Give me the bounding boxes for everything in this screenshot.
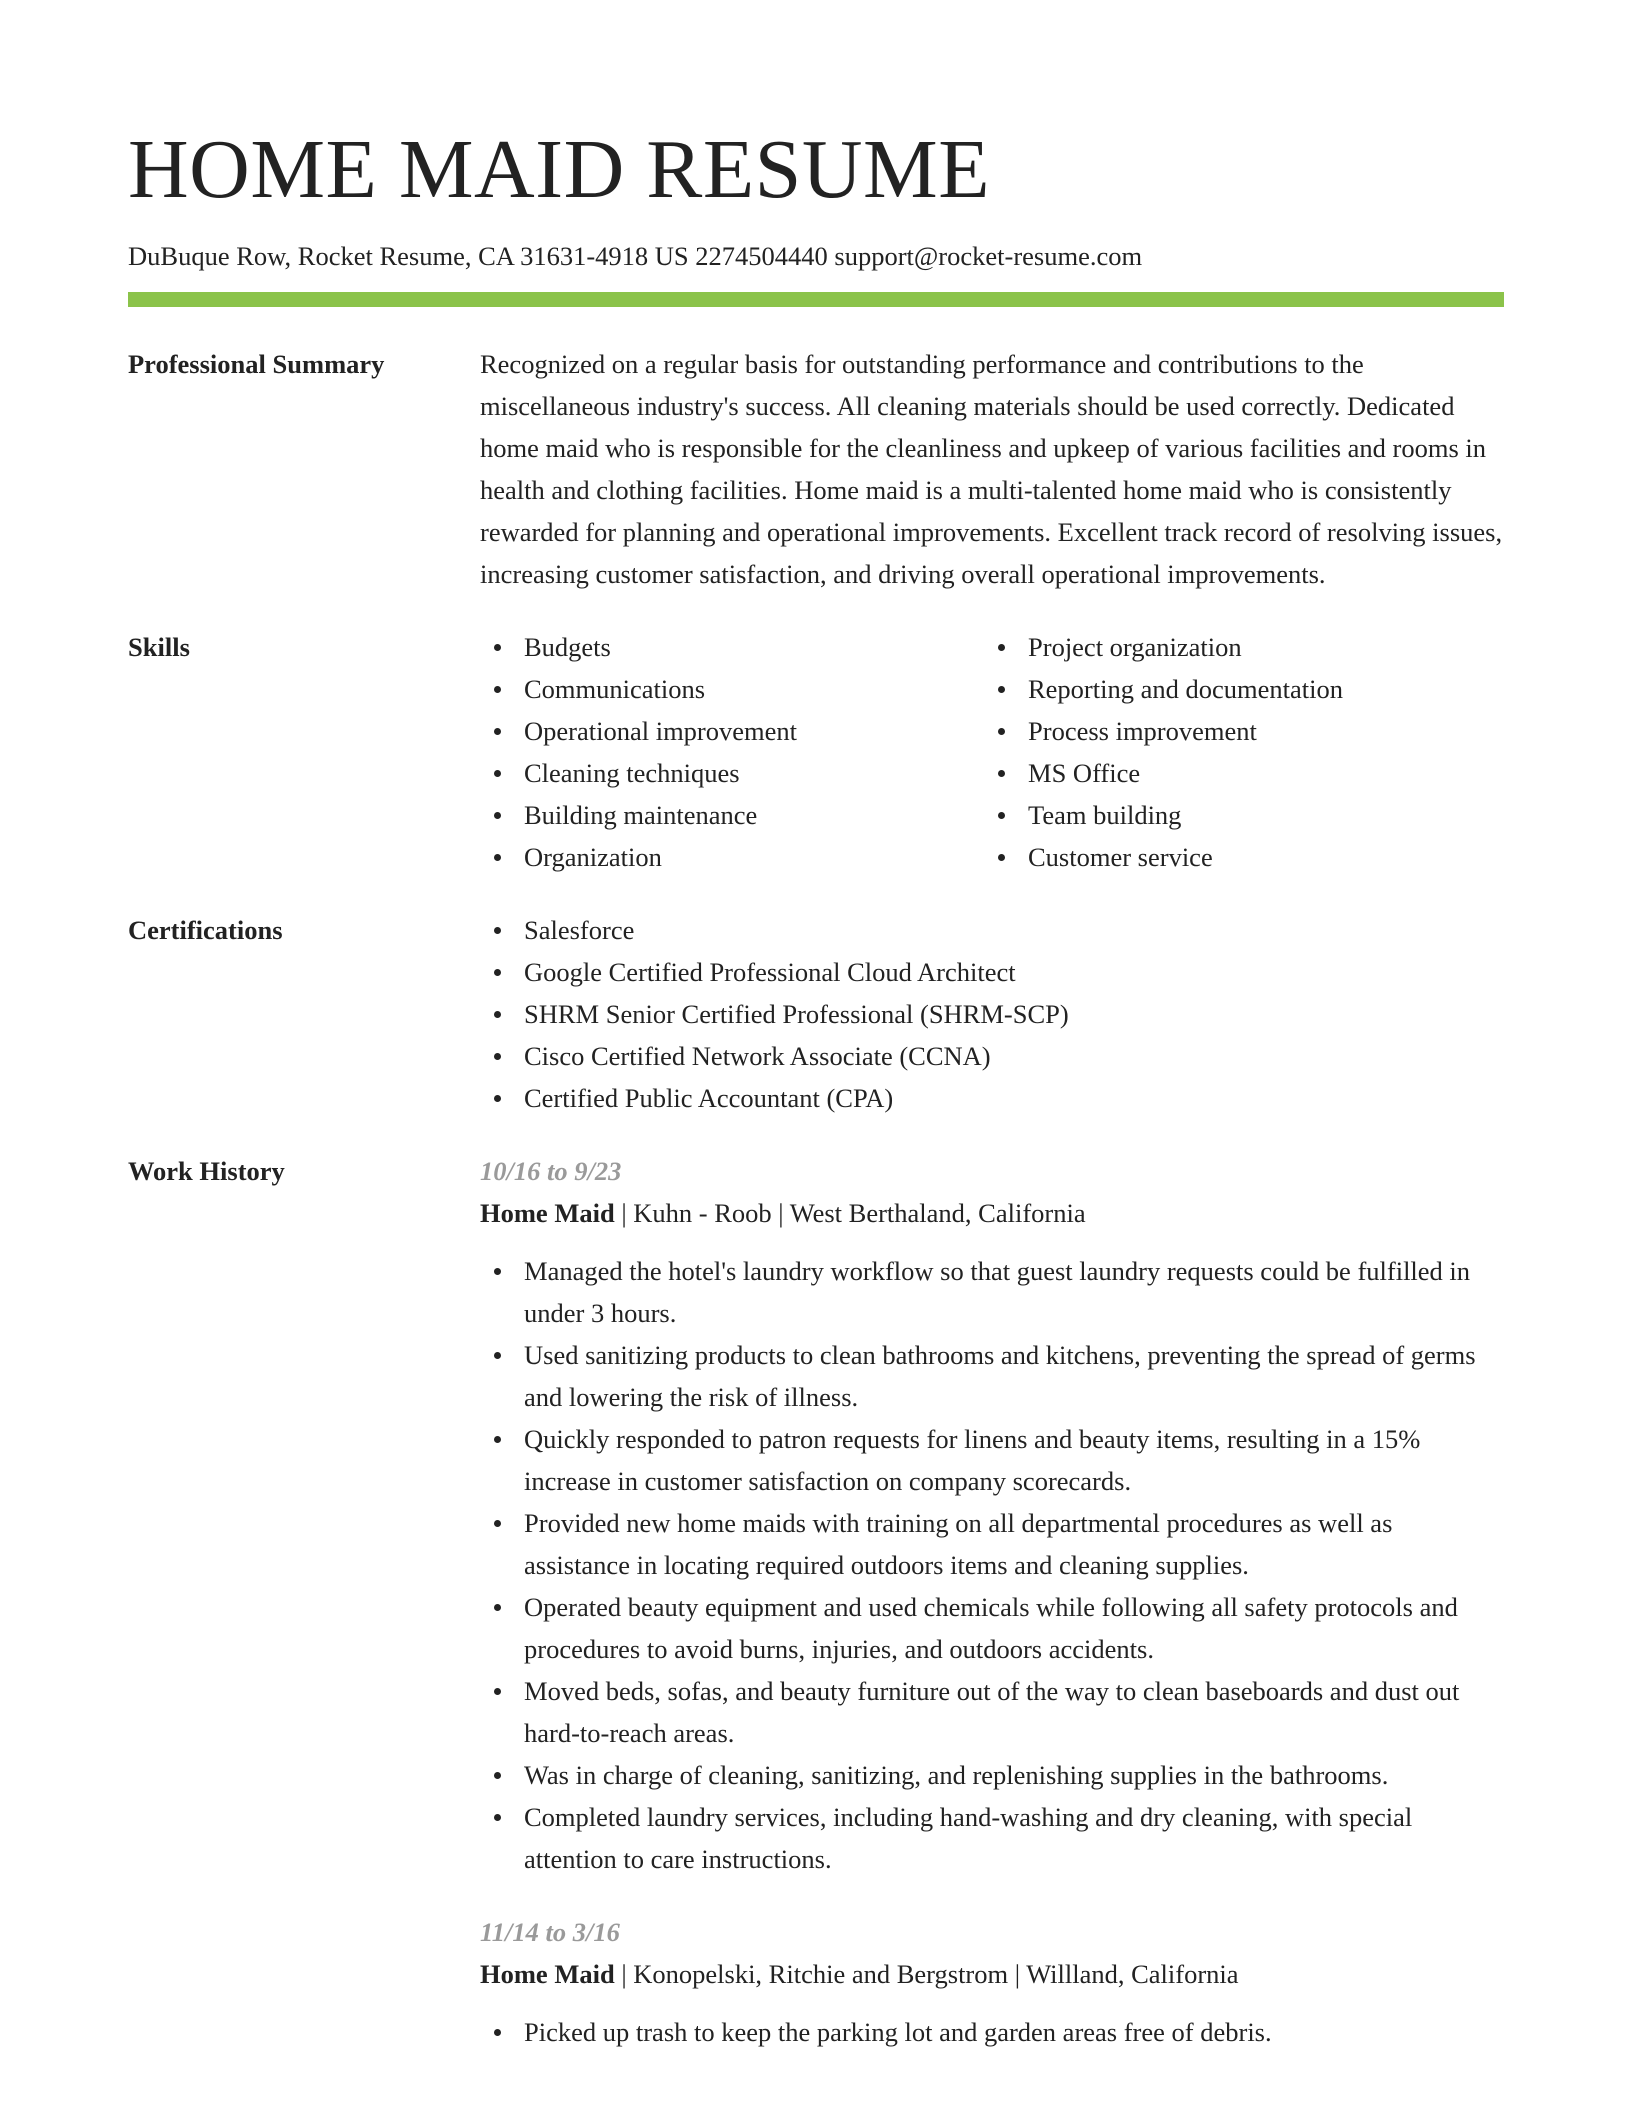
job-entry [480,1150,1504,1880]
job-bullet: Was in charge of cleaning, sanitizing, and replenishing supplies in the bathrooms. [480,1754,1504,1796]
summary-label: Professional Summary [128,349,385,379]
resume-title: HOME MAID RESUME [128,123,991,216]
skill-item: Customer service [984,836,1488,878]
certifications-section [128,909,1504,1119]
contact-line: DuBuque Row, Rocket Resume, CA 31631-4918 US 2274504440 support@rocket-resume.com [128,241,1143,271]
skill-item: Cleaning techniques [480,752,984,794]
job-dates: 11/14 to 3/16 [480,1917,620,1947]
certification-item: SHRM Senior Certified Professional (SHRM-SCP) [480,993,1504,1035]
job-heading [480,1192,1504,1234]
job-bullet: Moved beds, sofas, and beauty furniture out of the way to clean baseboards and dust out hard-to-reach areas. [480,1670,1504,1754]
job-bullet: Provided new home maids with training on all departmental procedures as well as assistance in locating required outdoors items and cleaning supplies. [480,1502,1504,1586]
skill-item: Project organization [984,626,1488,668]
certification-item: Certified Public Accountant (CPA) [480,1077,1504,1119]
skill-item: Reporting and documentation [984,668,1488,710]
skill-item: Communications [480,668,984,710]
skills-section [128,626,1504,878]
skill-item: MS Office [984,752,1488,794]
summary-text: Recognized on a regular basis for outstanding performance and contributions to the miscellaneous industry's success. All cleaning materials should be used correctly. Dedicated home maid who is responsible for the cleanliness and upkeep of various facilities and rooms in health and clothing facilities. Home maid is a multi-talented home maid who is consistently rewarded for planning and operational improvements. Excellent track record of resolving issues, increasing customer satisfaction, and driving overall operational improvements. [480,349,1503,589]
skill-item: Organization [480,836,984,878]
job-bullets [480,1250,1504,1880]
job-bullet: Quickly responded to patron requests for linens and beauty items, resulting in a 15% increase in customer satisfaction on company scorecards. [480,1418,1504,1502]
job-dates: 10/16 to 9/23 [480,1156,622,1186]
summary-section [128,343,1504,595]
skills-list-left [480,626,984,878]
skill-item: Process improvement [984,710,1488,752]
job-entry [480,1911,1504,2053]
skills-list-right [984,626,1488,878]
certification-item: Cisco Certified Network Associate (CCNA) [480,1035,1504,1077]
certifications-label: Certifications [128,915,283,945]
job-bullet: Picked up trash to keep the parking lot and garden areas free of debris. [480,2011,1504,2053]
job-heading [480,1953,1504,1995]
skills-label: Skills [128,632,190,662]
work-history-label: Work History [128,1156,285,1186]
job-title: Home Maid [480,1959,615,1989]
certifications-list [480,909,1504,1119]
job-bullet: Completed laundry services, including hand-washing and dry cleaning, with special attention to care instructions. [480,1796,1504,1880]
certification-item: Salesforce [480,909,1504,951]
certification-item: Google Certified Professional Cloud Architect [480,951,1504,993]
job-title: Home Maid [480,1198,615,1228]
work-history-section [128,1150,1504,2053]
job-bullets [480,2011,1504,2053]
job-details: | Konopelski, Ritchie and Bergstrom | Willland, California [614,1959,1239,1989]
job-bullet: Used sanitizing products to clean bathrooms and kitchens, preventing the spread of germs and lowering the risk of illness. [480,1334,1504,1418]
skill-item: Team building [984,794,1488,836]
header-divider [128,292,1504,307]
job-bullet: Managed the hotel's laundry workflow so that guest laundry requests could be fulfilled in under 3 hours. [480,1250,1504,1334]
job-details: | Kuhn - Roob | West Berthaland, California [614,1198,1086,1228]
resume-page [128,118,1504,2053]
skill-item: Operational improvement [480,710,984,752]
job-bullet: Operated beauty equipment and used chemicals while following all safety protocols and procedures to avoid burns, injuries, and outdoors accidents. [480,1586,1504,1670]
skill-item: Building maintenance [480,794,984,836]
skill-item: Budgets [480,626,984,668]
